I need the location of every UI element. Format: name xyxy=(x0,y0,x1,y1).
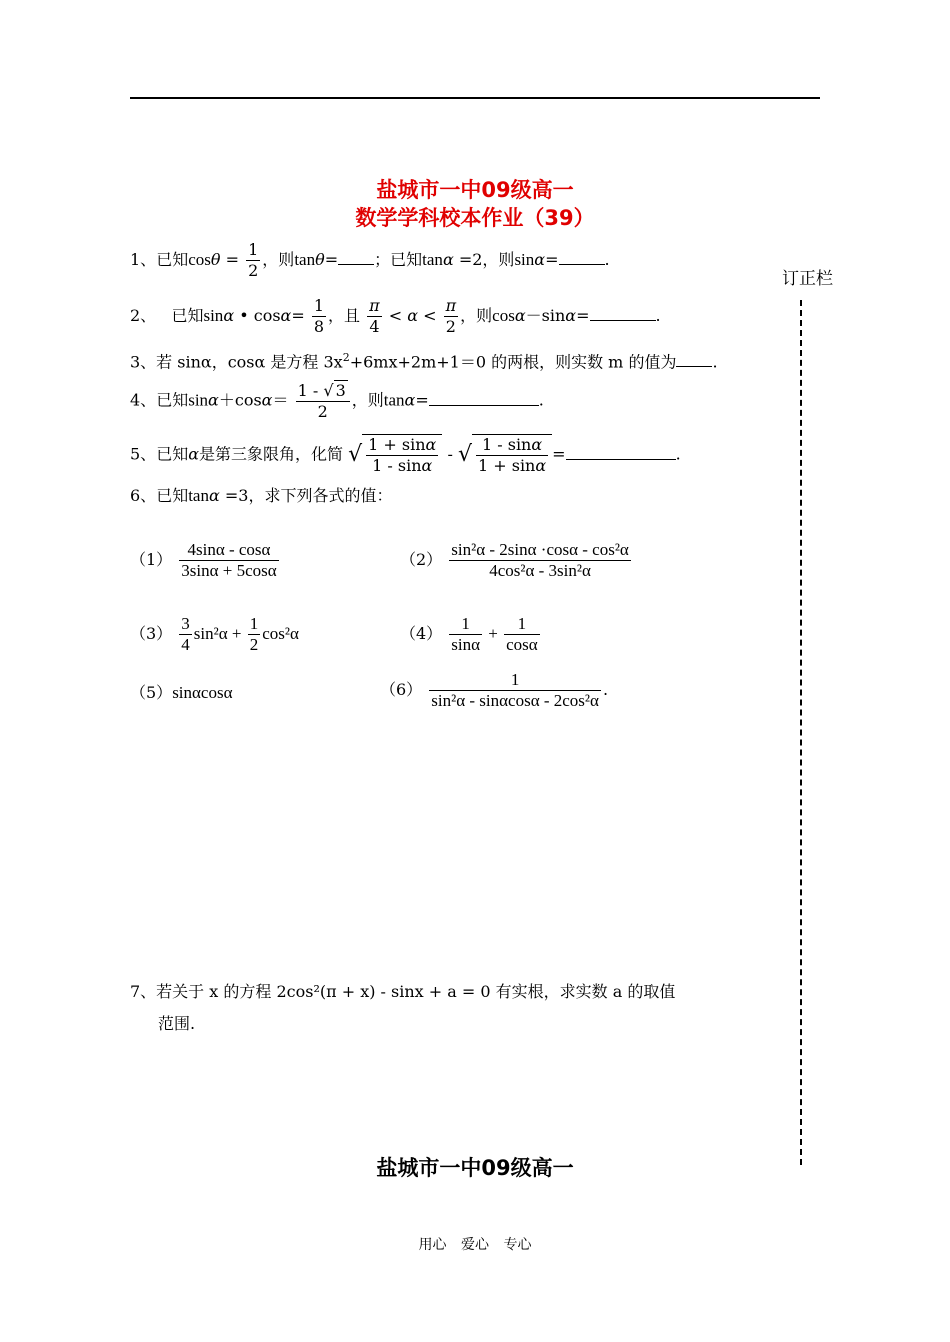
question-7: 7、若关于 x 的方程 2cos²(π + x) - sinx + a = 0 有实根，求实数 a 的取值 范围. xyxy=(130,982,676,1033)
subquestion-3: （3） $\frac{3}{4}$ sin²α + $\frac{1}{2}$ cos²α xyxy=(130,614,299,654)
answer-blank[interactable] xyxy=(559,250,605,265)
page-title: 盐城市一中09级高一 xyxy=(376,178,574,202)
question-2: 2、 已知sinα • cosα= $\frac{1}{8}$ ，且 $\frac{\pi}{4}$ < α < $\frac{\pi}{2}$ ，则cosα－sinα= . xyxy=(130,296,661,336)
answer-blank[interactable] xyxy=(566,445,676,460)
subquestion-2: （2） $\frac{\text{sin²α - 2sinα ·cosα - cos²α}}{\text{4cos²α - 3sin²α}}$ xyxy=(400,540,629,580)
bottom-title: 盐城市一中09级高一 xyxy=(376,1156,574,1180)
subquestion-6: （6） $\frac{1}{\text{sin²α - sinαcosα - 2cos²α}}$ . xyxy=(380,670,609,710)
header-rule xyxy=(130,97,820,99)
correction-divider xyxy=(800,300,802,1165)
answer-blank[interactable] xyxy=(429,391,539,406)
page-subtitle: 数学学科校本作业（39） xyxy=(355,206,595,230)
question-6: 6、已知tanα =3，求下列各式的值： xyxy=(130,486,393,505)
subquestion-4: （4） $\frac{1}{\sin\alpha}$ + $\frac{1}{\cos\alpha}$ xyxy=(400,614,538,654)
subquestion-5: （5）sinαcosα xyxy=(130,683,233,702)
question-5: 5、已知α是第三象限角，化简 √ $\frac{1 + \sin\alpha}{1 - \sin\alpha}$ - √ $\frac{1 - \sin\alpha}{1 + \sin\alpha}$ = . xyxy=(130,435,681,475)
answer-blank[interactable] xyxy=(590,306,656,321)
question-3: 3、若 sinα，cosα 是方程 $3x^2+6mx+2m+1=0$ 的两根，则实数 m 的值为 . xyxy=(130,351,718,372)
subquestion-1: （1） $\frac{4\sin\alpha - \cos\alpha}{3\sin\alpha + 5\cos\alpha}$ xyxy=(130,540,277,580)
answer-blank[interactable] xyxy=(338,250,374,265)
correction-column-label: 订正栏 xyxy=(782,269,833,289)
question-1: 1、已知cosθ = $\frac{1}{2}$ ，则tanθ= ；已知tanα =2，则sinα= . xyxy=(130,240,610,280)
answer-blank[interactable] xyxy=(676,352,712,367)
question-4: 4、已知sinα＋cosα＝ $\frac{1 - √ 3}{2}$ ，则tanα= . xyxy=(130,381,544,421)
page-footer: 用心 爱心 专心 xyxy=(418,1237,532,1253)
